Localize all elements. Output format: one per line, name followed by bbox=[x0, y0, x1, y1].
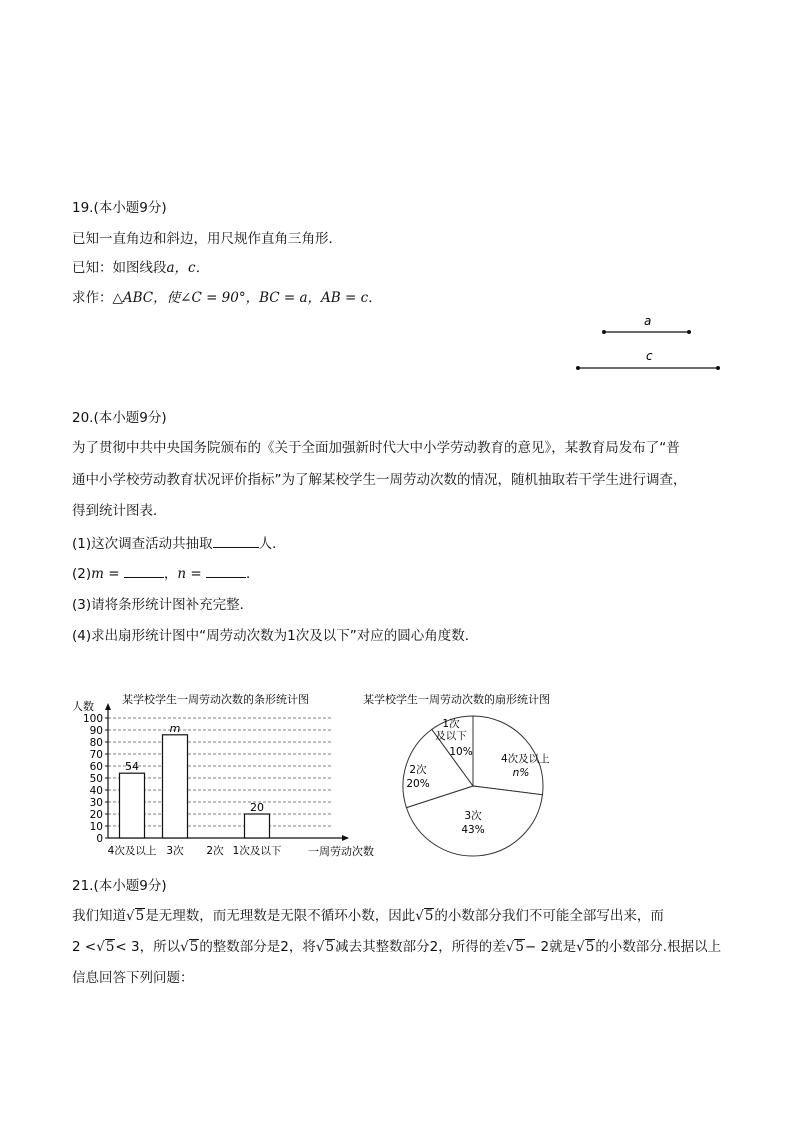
q20-para2: 通中小学校劳动教育状况评价指标”为了解某校学生一周劳动次数的情况，随机抽取若干学生进行调查， bbox=[72, 472, 687, 488]
bar-y-tick-label: 50 bbox=[89, 773, 103, 785]
sqrt5-6: √5 bbox=[505, 939, 524, 955]
bar-y-tick-label: 40 bbox=[89, 785, 103, 797]
answer-blank-count[interactable] bbox=[213, 533, 259, 548]
q21-l1b: 是无理数，而无理数是无限不循环小数，因此 bbox=[145, 908, 416, 924]
bar-y-tick-label: 20 bbox=[89, 809, 103, 821]
bar-category-label: 4次及以上 bbox=[107, 845, 157, 857]
bar-y-tick-label: 30 bbox=[89, 797, 103, 809]
pie-slice-value: 20% bbox=[406, 778, 430, 790]
q20-item1 bbox=[72, 533, 286, 554]
q21-l1c: 的小数部分我们不可能全部写出来，而 bbox=[434, 908, 664, 924]
bar bbox=[163, 735, 188, 838]
q21-l2d: 减去其整数部分2，所得的差 bbox=[335, 939, 506, 955]
sqrt5-3: √5 bbox=[96, 939, 115, 955]
bar-y-tick-label: 60 bbox=[89, 761, 103, 773]
q21-line1 bbox=[72, 906, 664, 926]
q20-item2-sep: ， bbox=[163, 566, 178, 582]
pie-slice-label: 4次及以上 bbox=[501, 753, 550, 765]
q21-l2f: 的小数部分.根据以上 bbox=[595, 939, 722, 955]
q19-line2-text: 已知：如图线段 bbox=[72, 260, 167, 276]
pie-chart bbox=[355, 688, 585, 863]
sqrt5-1: √5 bbox=[126, 908, 145, 924]
segment-a-label: a bbox=[644, 314, 652, 328]
bar-data-label: 20 bbox=[250, 801, 264, 814]
pie-slice-value: 43% bbox=[461, 824, 485, 836]
q20-para3: 得到统计图表． bbox=[72, 503, 167, 519]
q20-header: 20.(本小题9分) bbox=[72, 410, 167, 426]
q19-line2 bbox=[72, 258, 209, 278]
bar-y-tick-label: 10 bbox=[89, 821, 103, 833]
q19-line3-math: △ABC，使∠C = 90°，BC = a，AB = c． bbox=[112, 290, 382, 306]
bar bbox=[120, 773, 145, 838]
sqrt5-5: √5 bbox=[315, 939, 335, 955]
segment-a-end-right bbox=[687, 330, 691, 334]
q20-item2-m: m = bbox=[91, 566, 120, 582]
pie-slice-label: 1次 bbox=[442, 718, 460, 730]
bar-x-axis-arrow bbox=[342, 835, 349, 841]
bar-y-tick-label: 100 bbox=[82, 713, 103, 725]
q20-item2-n: n = bbox=[177, 566, 202, 582]
q21-l2b: < 3，所以 bbox=[115, 939, 181, 955]
q21-l2c: 的整数部分是2，将 bbox=[199, 939, 316, 955]
answer-blank-n[interactable] bbox=[206, 563, 246, 578]
q21-line2 bbox=[72, 937, 721, 957]
pie-chart-title: 某学校学生一周劳动次数的扇形统计图 bbox=[363, 693, 550, 706]
bar-category-label: 3次 bbox=[166, 845, 184, 857]
bar-chart-xlabel: 一周劳动次数 bbox=[308, 845, 374, 858]
q20-item1-unit: 人． bbox=[258, 536, 286, 552]
q21-line3: 信息回答下列问题： bbox=[72, 970, 194, 986]
bar-category-label: 1次及以下 bbox=[232, 845, 282, 857]
pie-slice-value: 10% bbox=[449, 746, 473, 758]
bar-chart-ylabel: 人数 bbox=[72, 700, 94, 713]
sqrt5-2: √5 bbox=[415, 908, 434, 924]
q19-header: 19.(本小题9分) bbox=[72, 200, 167, 216]
bar-chart bbox=[70, 688, 390, 863]
segment-c-end-left bbox=[576, 366, 580, 370]
bar-y-axis-arrow bbox=[105, 703, 111, 710]
segment-c-label: c bbox=[646, 349, 653, 363]
bar-y-tick-label: 90 bbox=[89, 725, 103, 737]
q20-item4: (4)求出扇形统计图中“周劳动次数为1次及以下”对应的圆心角度数． bbox=[72, 628, 479, 644]
bar-data-label: 54 bbox=[125, 760, 139, 774]
pie-slice-label: 3次 bbox=[464, 810, 482, 822]
segment-c-end-right bbox=[716, 366, 720, 370]
sqrt5-7: √5 bbox=[576, 939, 595, 955]
bar-y-tick-label: 0 bbox=[96, 833, 103, 845]
q21-l1a: 我们知道 bbox=[72, 908, 126, 924]
q19-line1: 已知一直角边和斜边，用尺规作直角三角形． bbox=[72, 231, 342, 247]
bar bbox=[245, 814, 270, 838]
segment-a-end-left bbox=[602, 330, 606, 334]
answer-blank-m[interactable] bbox=[124, 563, 164, 578]
pie-slice-label: 2次 bbox=[409, 764, 427, 776]
bar-chart-title: 某学校学生一周劳动次数的条形统计图 bbox=[122, 693, 309, 706]
q20-para1: 为了贯彻中共中央国务院颁布的《关于全面加强新时代大中小学劳动教育的意见》，某教育局发布了“普 bbox=[72, 440, 680, 456]
q21-l2e: − 2就是 bbox=[524, 939, 577, 955]
q20-item2-num: (2) bbox=[72, 566, 92, 582]
q21-header: 21.(本小题9分) bbox=[72, 878, 167, 894]
q19-line3 bbox=[72, 288, 382, 308]
q20-item1-text: (1)这次调查活动共抽取 bbox=[72, 536, 213, 552]
q21-l2a: 2 < bbox=[72, 939, 97, 955]
bar-category-label: 2次 bbox=[206, 845, 224, 857]
q19-line3-text: 求作： bbox=[72, 290, 113, 306]
q20-item3: (3)请将条形统计图补充完整． bbox=[72, 597, 254, 613]
pie-slice-label-line2: 及以下 bbox=[435, 730, 467, 742]
q20-item2-end: ． bbox=[245, 566, 260, 582]
q19-segments-figure bbox=[570, 310, 730, 380]
bar-y-tick-label: 70 bbox=[89, 749, 103, 761]
bar-y-tick-label: 80 bbox=[89, 737, 103, 749]
sqrt5-4: √5 bbox=[180, 939, 199, 955]
q19-line2-vars: a，c． bbox=[166, 260, 210, 276]
q20-item2 bbox=[72, 563, 259, 584]
pie-slice-value: n% bbox=[512, 767, 530, 779]
bar-data-label: m bbox=[169, 721, 181, 735]
